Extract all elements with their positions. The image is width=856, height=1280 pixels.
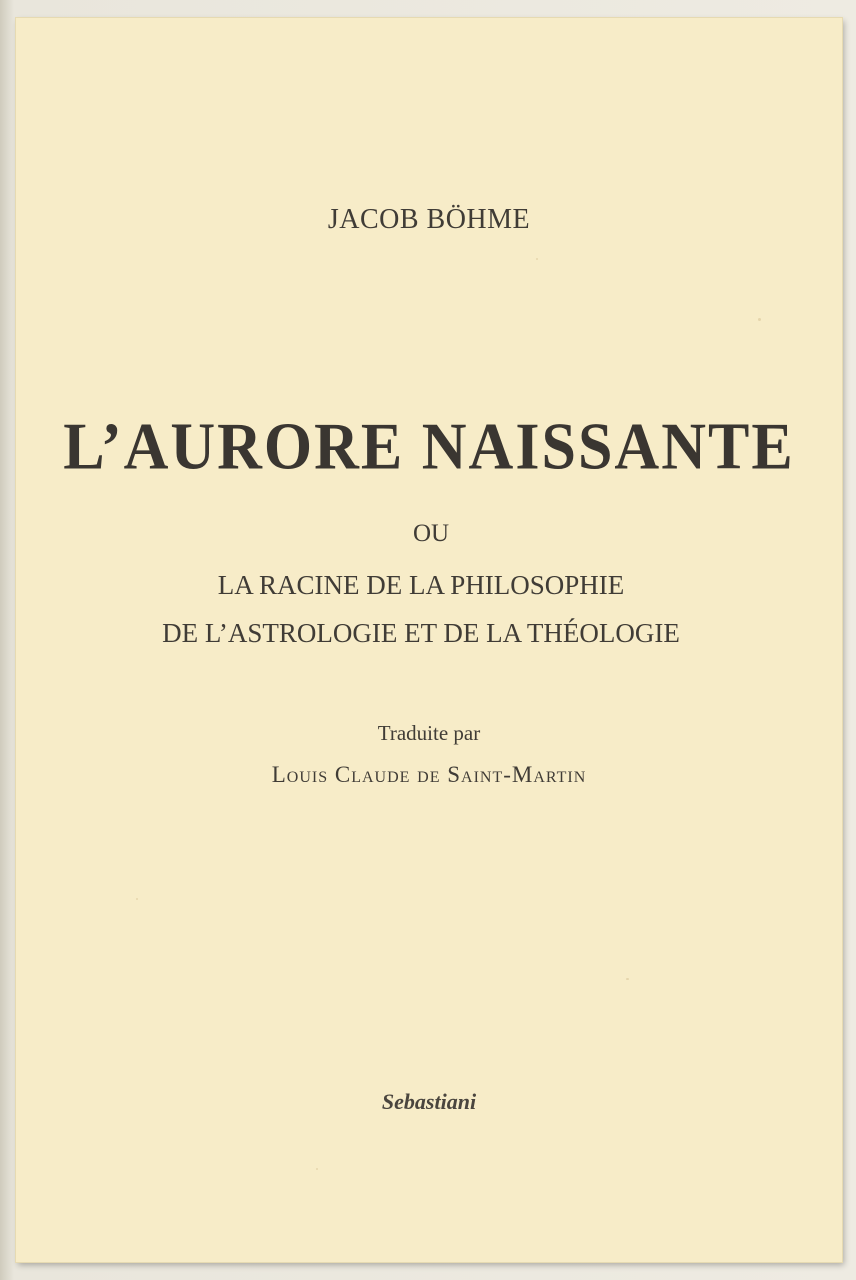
paper-speck xyxy=(136,898,138,900)
book-cover xyxy=(16,18,842,1262)
paper-speck xyxy=(316,1168,318,1170)
author-name: JACOB BÖHME xyxy=(327,204,531,235)
subtitle-line-1: LA RACINE DE LA PHILOSOPHIE xyxy=(217,570,625,600)
book-title: L’AURORE NAISSANTE xyxy=(63,410,795,484)
subtitle-line-2: DE L’ASTROLOGIE ET DE LA THÉOLOGIE xyxy=(162,618,680,648)
publisher-name: Sebastiani xyxy=(381,1089,477,1114)
translated-by-label: Traduite par xyxy=(377,721,481,745)
title-conjunction: OU xyxy=(412,520,450,547)
paper-speck xyxy=(626,978,629,980)
translator-name: Louis Claude de Saint-Martin xyxy=(271,762,587,787)
paper-speck xyxy=(758,318,761,321)
paper-speck xyxy=(536,258,538,260)
